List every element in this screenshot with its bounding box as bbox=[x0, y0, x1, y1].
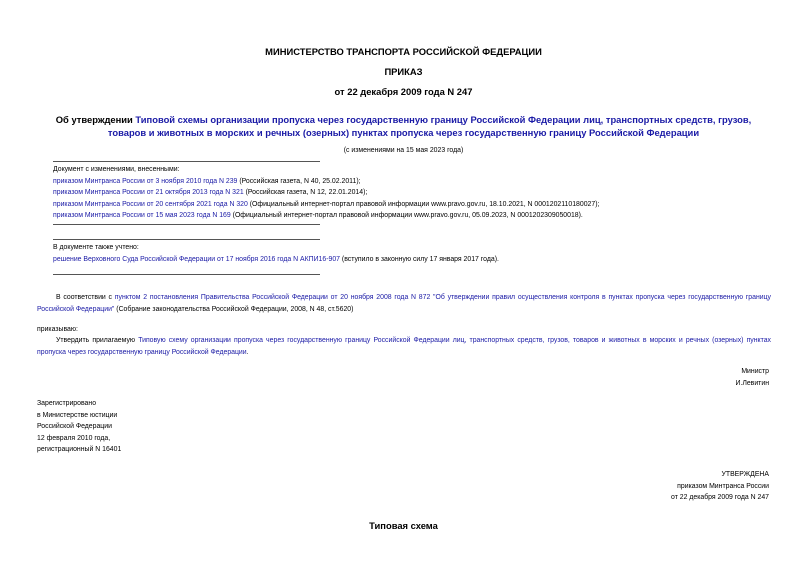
registration-line: 12 февраля 2010 года, bbox=[37, 434, 111, 442]
signature-position: Министр bbox=[741, 368, 769, 375]
order-suffix: . bbox=[246, 348, 249, 356]
registration-block bbox=[37, 398, 121, 456]
signature-name: И.Левитин bbox=[735, 379, 769, 387]
order-prefix: Утвердить прилагаемую bbox=[56, 337, 139, 344]
also-considered-bottom-rule bbox=[53, 274, 320, 275]
revision-note: (с изменениями на 15 мая 2023 года) bbox=[343, 147, 464, 154]
order-paragraph bbox=[37, 335, 771, 358]
approved-line: УТВЕРЖДЕНА bbox=[721, 471, 769, 478]
amendment-source: (Российская газета, N 40, 25.02.2011); bbox=[237, 177, 361, 185]
preamble-paragraph bbox=[37, 292, 771, 315]
amendment-source: (Официальный интернет-портал правовой информации www.pravo.gov.ru, 18.10.2021, N 0001202110180027); bbox=[247, 200, 600, 208]
preamble-prefix: В соответствии с bbox=[56, 294, 115, 301]
also-considered-item bbox=[53, 254, 773, 266]
amendment-source: (Российская газета, N 12, 22.01.2014); bbox=[243, 189, 368, 196]
approved-block bbox=[671, 469, 769, 504]
signature-block bbox=[735, 366, 769, 389]
amendment-link[interactable]: приказом Минтранса России от 20 сентября 2021 года N 320 bbox=[53, 200, 248, 208]
amendments-block bbox=[53, 164, 773, 222]
document-title bbox=[40, 114, 767, 139]
also-considered-heading: В документе также учтено: bbox=[53, 244, 139, 251]
court-decision-note: (вступило в законную силу 17 января 2017 года). bbox=[339, 255, 499, 263]
approved-line: от 22 декабря 2009 года N 247 bbox=[671, 494, 769, 501]
order-word: приказываю: bbox=[37, 326, 78, 333]
registration-line: в Министерстве юстиции bbox=[37, 411, 118, 419]
registration-line: Российской Федерации bbox=[37, 423, 112, 430]
registration-line: Зарегистрировано bbox=[37, 400, 97, 407]
amendment-link[interactable]: приказом Минтранса России от 3 ноября 2010 года N 239 bbox=[53, 177, 238, 185]
preamble-suffix: (Собрание законодательства Российской Федерации, 2008, N 48, ст.5620) bbox=[114, 305, 354, 313]
amendment-source: (Официальный интернет-портал правовой информации www.pravo.gov.ru, 05.09.2023, N 0001202309050018). bbox=[230, 212, 583, 219]
amendment-item bbox=[53, 199, 773, 211]
amendment-item bbox=[53, 176, 773, 188]
order-link[interactable]: Типовую схему организации пропуска через государственную границу Российской Федерации лиц, транспортных средств, грузов, товаров и животных в морских и речных (озерных) пунктах пропуска через государственную границу Российской Федерации bbox=[37, 337, 771, 356]
amendment-link[interactable]: приказом Минтранса России от 15 мая 2023 года N 169 bbox=[53, 212, 231, 219]
doc-date-number: от 22 декабря 2009 года N 247 bbox=[334, 86, 473, 97]
doc-type-heading: ПРИКАЗ bbox=[384, 66, 423, 77]
ministry-heading: МИНИСТЕРСТВО ТРАНСПОРТА РОССИЙСКОЙ ФЕДЕРАЦИИ bbox=[265, 46, 542, 57]
preamble-link[interactable]: пунктом 2 постановления Правительства Российской Федерации от 20 ноября 2008 года N 872 "Об утверждении правил осуществления контроля в пунктах пропуска через государственную границу Российской Федерации" bbox=[37, 294, 771, 313]
also-considered-block bbox=[53, 242, 773, 265]
title-prefix: Об утверждении bbox=[55, 114, 136, 125]
amendments-top-rule bbox=[53, 161, 320, 162]
court-decision-link[interactable]: решение Верховного Суда Российской Федерации от 17 ноября 2016 года N АКПИ16-907 bbox=[53, 255, 340, 263]
title-link[interactable]: Типовой схемы организации пропуска через государственную границу Российской Федерации лиц, транспортных средств, грузов, товаров и животных в морских и речных (озерных) пунктах пропуска через государственную границу Российской Федерации bbox=[107, 114, 752, 138]
amendments-bottom-rule bbox=[53, 224, 320, 225]
amendment-item bbox=[53, 210, 773, 222]
amendment-item bbox=[53, 187, 773, 199]
amendment-link[interactable]: приказом Минтранса России от 21 октября 2013 года N 321 bbox=[53, 189, 244, 196]
amendments-heading: Документ с изменениями, внесенными: bbox=[53, 166, 180, 173]
approved-line: приказом Минтранса России bbox=[677, 482, 769, 490]
section-title: Типовая схема bbox=[369, 520, 438, 531]
registration-line: регистрационный N 16401 bbox=[37, 446, 122, 453]
also-considered-top-rule bbox=[53, 239, 320, 240]
